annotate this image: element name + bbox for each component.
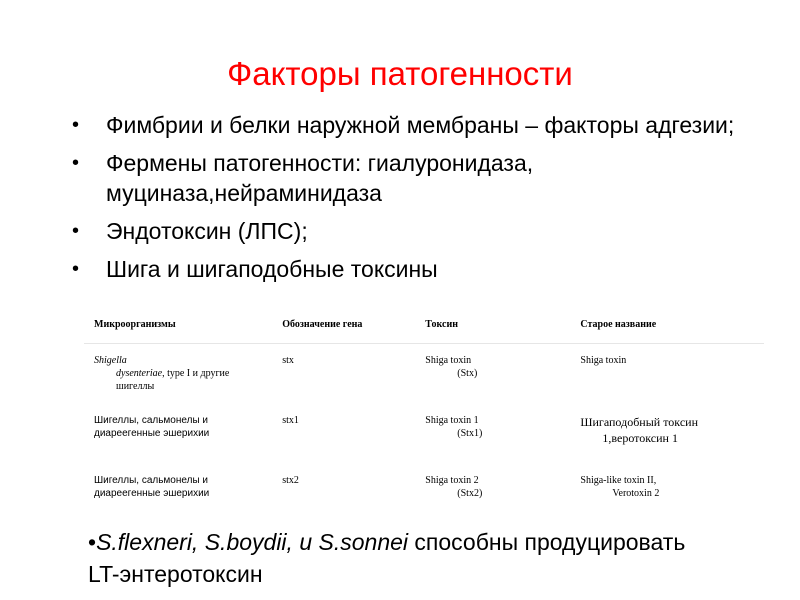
bullet-text: Шига и шигаподобные токсины [106,256,438,282]
old-name-line: Verotoxin 2 [612,488,660,499]
slide-title: Факторы патогенности [227,55,573,92]
old-name-line: 1,веротоксин 1 [602,431,678,445]
table-header-row [84,312,764,344]
bullet-text: Фермены патогенности: гиалуронидаза, муциназа,нейраминидаза [106,150,534,206]
old-name-line: Шигаподобный токсин [580,415,698,429]
cell-old-name [570,464,764,524]
cell-old-name [570,404,764,464]
header-toxin: Токсин [415,312,570,344]
cell-toxin [415,344,570,405]
organism-type: , type I и другие [162,368,230,379]
bullet-dot-icon: • [72,220,80,242]
cell-gene: stx1 [282,415,299,426]
cell-toxin [415,464,570,524]
table-row [84,344,764,405]
header-organisms: Микроорганизмы [84,312,272,344]
bullet-item [72,216,752,246]
old-name-line: Shiga toxin [580,355,627,366]
bullet-item [72,110,752,140]
toxin-abbr: (Stx1) [457,428,483,439]
cell-organism [84,404,272,464]
toxin-name: Shiga toxin 2 [425,475,479,486]
bullet-text: Эндотоксин (ЛПС); [106,218,308,244]
species-list: S.flexneri, S.boydii, и S.sonnei [96,529,409,555]
cell-toxin [415,404,570,464]
bullet-item [72,254,752,284]
bullet-item [72,148,752,208]
toxin-table [84,312,764,524]
cell-gene: stx [282,355,294,366]
bullet-dot-icon: • [88,529,97,555]
note-text: способны продуцировать [408,529,686,555]
old-name-line: Shiga-like toxin II, [580,475,657,486]
table-row [84,404,764,464]
cell-gene: stx2 [282,475,299,486]
bullet-dot-icon: • [72,152,80,174]
bullet-dot-icon: • [72,258,80,280]
organism-line: диареегенные эшерихии [94,428,210,439]
table-row [84,464,764,524]
cell-old-name [570,344,764,405]
bullet-list [72,110,752,292]
toxin-abbr: (Stx2) [457,488,483,499]
organism-line: Шигеллы, сальмонелы и [94,415,209,426]
toxin-abbr: (Stx) [457,368,478,379]
cell-organism [84,464,272,524]
toxin-name: Shiga toxin 1 [425,415,479,426]
organism-line: диареегенные эшерихии [94,488,210,499]
toxin-name: Shiga toxin [425,355,472,366]
bullet-dot-icon: • [72,114,80,136]
organism-others: шигеллы [116,381,155,392]
bottom-note [88,526,800,590]
organism-species: dysenteriae [116,368,163,379]
organism-line: Шигеллы, сальмонелы и [94,475,209,486]
header-gene: Обозначение гена [272,312,415,344]
note-text-line2: LT-энтеротоксин [88,561,263,587]
organism-genus: Shigella [94,355,127,366]
cell-organism [84,344,272,405]
header-old-name: Старое название [570,312,764,344]
bullet-text: Фимбрии и белки наружной мембраны – факторы адгезии; [106,112,735,138]
